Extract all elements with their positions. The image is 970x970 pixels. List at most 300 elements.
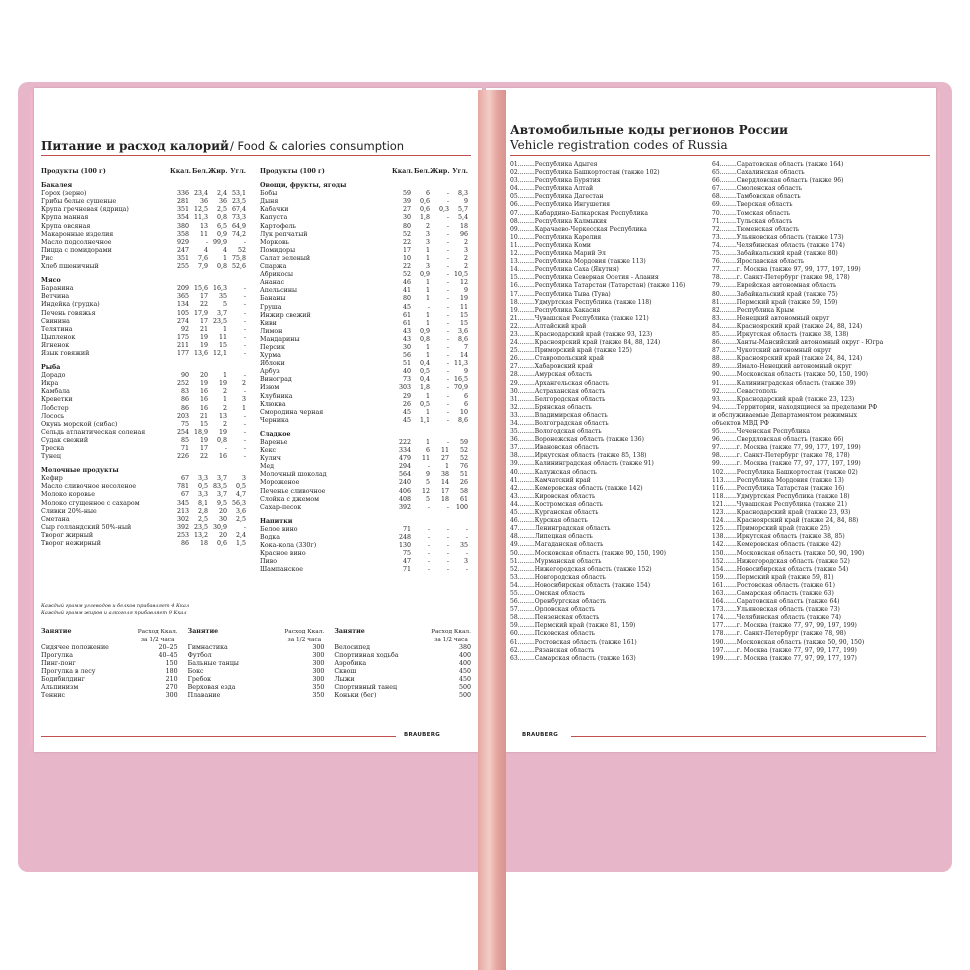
- region-code-item: 10.........Республика Карелия: [510, 233, 602, 241]
- food-value: -: [205, 238, 208, 246]
- table-row: [41, 532, 246, 540]
- table-row: [41, 206, 246, 214]
- food-value: -: [427, 566, 430, 574]
- food-name: Молочный шоколад: [260, 471, 327, 479]
- food-name: Лимон: [260, 327, 283, 335]
- food-value: 27: [402, 206, 411, 214]
- food-name: Арбуз: [260, 368, 280, 376]
- exercise-name: Бодибилдинг: [41, 676, 86, 683]
- region-code-item: 75.........Забайкальский край (также 80): [712, 250, 838, 258]
- food-name: Свинина: [41, 317, 70, 325]
- table-row: [41, 475, 246, 483]
- food-value: -: [446, 263, 449, 271]
- region-code-item: 21.........Чувашская Республика (также 121): [510, 314, 649, 322]
- food-value: 21: [199, 412, 208, 420]
- region-code-item: 65.........Сахалинская область: [712, 169, 805, 177]
- food-value: 392: [398, 503, 411, 511]
- food-value: 0,8: [216, 263, 227, 271]
- region-code-item: 78.........г. Санкт-Петербург (также 98, 178): [712, 274, 850, 282]
- food-name: Картофель: [260, 222, 297, 230]
- food-value: 17: [199, 445, 208, 452]
- food-value: -: [446, 408, 449, 416]
- food-value: 929: [176, 238, 189, 246]
- table-row: [260, 409, 468, 417]
- table-row: [260, 255, 468, 263]
- region-code-item: 95.........Чеченская Республика: [712, 428, 811, 436]
- food-value: 3,6: [235, 507, 246, 515]
- food-value: 11,3: [453, 360, 468, 368]
- food-value: -: [243, 285, 246, 293]
- food-value: 75: [180, 420, 189, 428]
- food-value: -: [446, 254, 449, 262]
- food-value: 100: [455, 503, 468, 511]
- food-sections-left: [41, 182, 246, 548]
- note: Каждый грамм жиров и алкоголя прибавляет 9 Ккал: [41, 610, 187, 616]
- food-value: 15,6: [193, 285, 208, 293]
- food-name: Салат зеленый: [260, 254, 311, 262]
- exercise-name: Спортивная ходьба: [334, 652, 399, 659]
- region-code-item: 98.........г. Санкт-Петербург (также 78, 178): [712, 452, 850, 460]
- exercise-header-name: Занятие: [41, 628, 72, 635]
- food-value: 75: [402, 550, 411, 558]
- food-name: Кабачки: [260, 206, 289, 214]
- food-name: Клюква: [260, 400, 286, 408]
- region-code-item: 82.........Республика Крым: [712, 306, 794, 314]
- region-code-item: 63.........Самарская область (также 163): [510, 654, 636, 662]
- region-code-item: 04.........Республика Алтай: [510, 185, 594, 193]
- table-row: [41, 293, 246, 301]
- food-value: 92: [180, 325, 189, 333]
- table-header: Продукты (100 г) Ккал. Бел. Жир. Угл.: [41, 168, 246, 175]
- region-code-item: 59.........Пермский край (также 81, 159): [510, 622, 636, 630]
- region-code-item: 18.........Удмуртская Республика (также 118): [510, 298, 652, 306]
- page-edge-left: [30, 92, 33, 746]
- food-name: Шампанское: [260, 566, 303, 574]
- table-row: [260, 463, 468, 471]
- food-value: 26: [459, 479, 468, 487]
- food-value: 52: [237, 246, 246, 254]
- table-row: [41, 676, 178, 684]
- food-name: Хлеб пшеничный: [41, 263, 99, 271]
- food-value: 2,5: [235, 515, 246, 523]
- food-value: 1: [425, 392, 430, 400]
- food-value: -: [446, 222, 449, 230]
- table-row: [41, 190, 246, 198]
- food-value: 3: [241, 475, 246, 483]
- food-value: 380: [176, 222, 189, 230]
- region-code-item: 113.......Республика Мордовия (также 13): [712, 476, 844, 484]
- section-heading: Овощи, фрукты, ягоды: [260, 182, 347, 190]
- region-code-item: 125.......Приморский край (также 25): [712, 525, 831, 533]
- food-value: 408: [398, 495, 411, 503]
- region-code-item: 07.........Кабардино-Балкарская Республика: [510, 209, 648, 217]
- region-code-item: 25.........Приморский край (также 125): [510, 347, 632, 355]
- table-row: [260, 471, 468, 479]
- table-row: [334, 676, 471, 684]
- exercise-name: Прогулка в лесу: [41, 668, 96, 675]
- food-value: 18: [440, 495, 449, 503]
- table-row: [260, 263, 468, 271]
- food-value: 18: [199, 540, 208, 548]
- food-value: -: [446, 368, 449, 376]
- table-row: [260, 504, 468, 512]
- section-heading: Мясо: [41, 277, 61, 285]
- region-code-item: 80.........Забайкальский край (также 75): [712, 290, 838, 298]
- food-value: 19: [218, 428, 227, 436]
- food-value: -: [446, 566, 449, 574]
- food-value: 43: [402, 335, 411, 343]
- exercise-value: 350: [312, 692, 325, 699]
- table-row: [260, 336, 468, 344]
- food-name: Икра: [41, 380, 59, 388]
- table-row: [260, 488, 468, 496]
- food-value: 61: [402, 319, 411, 327]
- bottom-rule: [41, 736, 396, 737]
- region-code-item: 44.........Костромская область: [510, 500, 603, 508]
- region-code-item: 24.........Красноярский край (также 84, 88, 124): [510, 339, 661, 347]
- food-value: 67: [180, 475, 189, 483]
- food-value: -: [446, 327, 449, 335]
- region-code-item: 70.........Томская область: [712, 209, 791, 217]
- food-value: 1: [425, 352, 430, 360]
- food-value: 15: [218, 341, 227, 349]
- food-value: 13: [218, 412, 227, 420]
- table-row: [260, 384, 468, 392]
- food-value: 2: [425, 222, 430, 230]
- food-value: -: [446, 335, 449, 343]
- exercise-value: 400: [458, 652, 472, 659]
- food-value: -: [446, 550, 449, 558]
- exercise-name: Гимнастика: [187, 644, 228, 651]
- food-value: 21: [199, 325, 208, 333]
- region-code-item: 47.........Ленинградская область: [510, 525, 611, 533]
- exercise-header-value: Расход Ккал. за 1/2 часа: [431, 629, 471, 643]
- region-code-item: 68.........Тамбовская область: [712, 193, 801, 201]
- region-code-item: 83.........Ненецкий автономный округ: [712, 314, 830, 322]
- table-row: [41, 350, 246, 358]
- food-value: 30: [402, 343, 411, 351]
- food-value: 23,5: [231, 198, 246, 206]
- food-value: 16: [218, 453, 227, 461]
- region-code-item: 77.........г. Москва (также 97, 99, 177, 197, 199): [712, 266, 861, 274]
- food-value: 9: [463, 287, 468, 295]
- food-value: -: [446, 198, 449, 206]
- table-row: [260, 558, 468, 566]
- region-code-item: 45.........Курганская область: [510, 509, 599, 517]
- food-value: 13,2: [193, 531, 208, 539]
- food-value: 2: [222, 388, 227, 396]
- food-value: 2,5: [197, 515, 208, 523]
- table-row: [260, 287, 468, 295]
- table-row: [41, 405, 246, 413]
- exercise-name: Сквош: [334, 668, 357, 675]
- region-code-item: 66.........Свердловская область (также 96): [712, 177, 844, 185]
- food-value: 2,5: [216, 206, 227, 214]
- region-code-item: 142.......Кемеровская область (также 42): [712, 541, 841, 549]
- food-value: 7: [463, 343, 468, 351]
- food-name: Макаронные изделия: [41, 230, 114, 238]
- exercise-value: 500: [458, 684, 472, 691]
- food-value: 73: [402, 376, 411, 384]
- exercise-header: [188, 628, 325, 644]
- food-value: 70,9: [453, 384, 468, 392]
- region-code-item: 72.........Тюменская область: [712, 225, 800, 233]
- food-name: Абрикосы: [260, 271, 294, 279]
- region-code-item: 84.........Красноярский край (также 24, 88, 124): [712, 322, 863, 330]
- food-value: 365: [176, 293, 189, 301]
- region-code-item: 42.........Кемеровская область (также 142): [510, 484, 643, 492]
- region-code-item: 174.......Челябинская область (также 74): [712, 614, 841, 622]
- region-code-item: 197.......г. Москва (также 77, 97, 99, 177, 199): [712, 646, 857, 654]
- exercise-table: [41, 628, 471, 700]
- food-name: Молоко коровье: [41, 491, 96, 499]
- region-code-item: 60.........Псковская область: [510, 630, 596, 638]
- food-value: -: [243, 453, 246, 461]
- food-name: Грибы белые сушеные: [41, 198, 117, 206]
- food-value: -: [243, 349, 246, 357]
- food-value: 1: [222, 372, 227, 380]
- food-name: Пицца с помидорами: [41, 246, 112, 254]
- food-name: Капуста: [260, 214, 288, 222]
- food-value: -: [465, 525, 468, 533]
- food-value: 8,3: [457, 190, 468, 198]
- region-code-item: 29.........Архангельская область: [510, 379, 609, 387]
- region-code-item: 19.........Республика Хакасия: [510, 306, 601, 314]
- exercise-name: Спортивный танец: [334, 684, 398, 691]
- region-code-item: 26.........Ставропольский край: [510, 355, 604, 363]
- food-value: 9,5: [216, 499, 227, 507]
- food-value: 45: [402, 416, 411, 424]
- table-row: [41, 692, 178, 700]
- exercise-name: Бальные танцы: [187, 660, 239, 667]
- region-code-item: 34.........Волгоградская область: [510, 420, 609, 427]
- region-code-item: 86.........Ханты-Мансийский автономный округ - Югра: [712, 339, 884, 347]
- food-value: 2,8: [197, 507, 208, 515]
- exercise-value: 20–25: [158, 644, 178, 651]
- food-value: 252: [176, 380, 189, 388]
- food-value: 345: [176, 499, 189, 507]
- table-row: [260, 401, 468, 409]
- region-code-item: 73.........Ульяновская область (также 173): [712, 233, 844, 241]
- exercise-column: [334, 628, 471, 700]
- table-row: [41, 342, 246, 350]
- food-value: -: [427, 303, 430, 311]
- table-row: [334, 684, 471, 692]
- food-name: Бананы: [260, 295, 286, 303]
- exercise-header-value: Расход Ккал. за 1/2 часа: [284, 629, 325, 643]
- food-name: Варенье: [260, 439, 288, 446]
- food-value: 4: [203, 246, 208, 254]
- food-name: Творог жирный: [41, 531, 94, 539]
- food-value: 0,6: [419, 198, 430, 206]
- exercise-value: 300: [312, 652, 325, 659]
- food-value: 274: [176, 317, 189, 325]
- region-code-item: 96.........Свердловская область (также 66): [712, 436, 844, 444]
- food-value: 0,4: [419, 360, 430, 368]
- table-row: [41, 318, 246, 326]
- food-name: Хурма: [260, 352, 281, 360]
- region-code-item: 43.........Кировская область: [510, 492, 596, 500]
- food-value: -: [446, 360, 449, 368]
- food-value: 86: [180, 396, 189, 404]
- region-code-item: 17.........Республика Тыва (Тува): [510, 290, 611, 298]
- food-value: 36: [199, 198, 208, 206]
- title-rule: [41, 155, 471, 156]
- table-row: [41, 483, 246, 491]
- food-value: -: [243, 420, 246, 428]
- food-value: -: [446, 534, 449, 542]
- food-value: 16,3: [212, 285, 227, 293]
- food-value: 255: [176, 263, 189, 271]
- food-value: 0,6: [216, 540, 227, 548]
- food-value: -: [243, 325, 246, 333]
- exercise-name: Сидячее положение: [41, 644, 109, 651]
- food-value: 52: [459, 455, 468, 463]
- region-codes-column-2: [712, 161, 937, 663]
- food-value: 8,6: [457, 416, 468, 424]
- food-value: -: [243, 309, 246, 317]
- food-name: Ягненок: [41, 341, 70, 349]
- food-value: 12: [459, 279, 468, 287]
- calorie-notes: [41, 603, 189, 617]
- region-code-item: 31.........Белгородская область: [510, 395, 606, 403]
- food-value: 43: [402, 327, 411, 335]
- food-value: 2: [222, 420, 227, 428]
- food-value: 12,5: [193, 206, 208, 214]
- food-value: 7,9: [197, 263, 208, 271]
- food-value: -: [243, 333, 246, 341]
- table-row: [41, 540, 246, 548]
- region-code-item: 92.........Севастополь: [712, 387, 777, 395]
- food-value: 3: [425, 263, 430, 271]
- food-value: 18,9: [193, 428, 208, 436]
- table-row: [260, 455, 468, 463]
- food-value: 0,5: [419, 400, 430, 408]
- table-row: [260, 304, 468, 312]
- food-value: 5,4: [457, 214, 468, 222]
- table-row: [188, 676, 325, 684]
- food-value: 2,4: [216, 190, 227, 198]
- region-code-item: объектов МВД РФ: [712, 420, 769, 427]
- food-value: -: [446, 542, 449, 550]
- exercise-value: 500: [458, 692, 472, 699]
- food-name: Сливки 20%-ные: [41, 507, 97, 515]
- food-name: Виноград: [260, 376, 292, 384]
- food-name: Сметана: [41, 515, 70, 523]
- exercise-header-name: Занятие: [187, 628, 219, 635]
- food-name: Мороженое: [260, 479, 300, 487]
- region-code-item: 161.......Ростовская область (также 61): [712, 581, 835, 589]
- table-row: [334, 660, 471, 668]
- food-name: Масло сливочное несоленое: [41, 483, 137, 491]
- food-name: Сахар-песок: [260, 503, 302, 511]
- food-name: Морковь: [260, 238, 289, 246]
- food-value: 56,3: [231, 499, 246, 507]
- exercise-name: Футбол: [187, 652, 212, 659]
- food-value: 11: [421, 455, 430, 463]
- section-heading: Молочные продукты: [41, 467, 119, 475]
- table-row: [41, 508, 246, 516]
- food-value: 86: [180, 404, 189, 412]
- table-row: [188, 684, 325, 692]
- exercise-name: Велосипед: [334, 644, 371, 651]
- food-value: 39: [402, 198, 411, 206]
- table-row: [41, 668, 178, 676]
- region-code-item: 97.........г. Москва (также 77, 99, 177, 197, 199): [712, 444, 861, 452]
- region-code-item: 177.......г. Москва (также 77, 97, 99, 197, 199): [712, 622, 857, 630]
- food-value: 1,8: [419, 384, 430, 392]
- table-row: [41, 660, 178, 668]
- food-value: -: [446, 303, 449, 311]
- food-value: 59: [459, 439, 468, 446]
- section-heading: Напитки: [260, 517, 293, 525]
- food-value: 253: [176, 531, 189, 539]
- exercise-header: [334, 628, 471, 644]
- region-codes-column-1: [510, 161, 710, 663]
- page-title: Автомобильные коды регионов России: [510, 123, 789, 137]
- food-value: -: [465, 566, 468, 574]
- food-value: -: [446, 230, 449, 238]
- table-row: [41, 652, 178, 660]
- table-row: [260, 566, 468, 574]
- food-value: 3: [425, 230, 430, 238]
- food-value: -: [243, 301, 246, 309]
- region-code-item: 91.........Калининградская область (также 39): [712, 379, 856, 387]
- food-value: 6: [425, 190, 430, 198]
- food-value: -: [446, 376, 449, 384]
- table-row: [41, 301, 246, 309]
- exercise-value: 270: [165, 684, 178, 691]
- food-value: 16,5: [453, 376, 468, 384]
- table-row: [334, 692, 471, 700]
- food-value: -: [427, 558, 430, 566]
- food-value: 351: [176, 254, 189, 262]
- food-value: 0,8: [419, 335, 430, 343]
- food-value: 29: [402, 392, 411, 400]
- food-value: 2,4: [235, 531, 246, 539]
- food-value: 12: [421, 487, 430, 495]
- food-value: -: [427, 525, 430, 533]
- region-code-item: 38.........Иркутская область (также 85, 138): [510, 452, 647, 460]
- food-value: 222: [398, 439, 411, 446]
- food-value: 20: [218, 507, 227, 515]
- table-row: [260, 328, 468, 336]
- food-value: 0,9: [216, 230, 227, 238]
- region-code-item: 28.........Амурская область: [510, 371, 593, 379]
- exercise-name: Верховая езда: [187, 684, 236, 691]
- food-value: -: [224, 445, 227, 452]
- exercise-header: [41, 628, 178, 644]
- table-row: [260, 542, 468, 550]
- table-row: [260, 206, 468, 214]
- food-name: Дорадо: [41, 372, 66, 380]
- food-value: 564: [398, 471, 411, 479]
- food-value: 11,3: [193, 214, 208, 222]
- region-code-item: 35.........Вологодская область: [510, 428, 602, 436]
- food-value: 67: [180, 491, 189, 499]
- table-row: [260, 534, 468, 542]
- table-row: [41, 453, 246, 461]
- food-value: 254: [176, 428, 189, 436]
- food-value: 1: [425, 439, 430, 446]
- region-code-item: 36.........Воронежская область (также 136): [510, 436, 644, 444]
- food-name: Белое вино: [260, 525, 298, 533]
- region-code-item: 93.........Краснодарский край (также 23, 123): [712, 395, 855, 403]
- food-name: Кефир: [41, 475, 63, 483]
- food-name: Печень говяжья: [41, 309, 96, 317]
- region-code-item: 58.........Пензенская область: [510, 614, 600, 622]
- region-code-item: 02.........Республика Башкортостан (также 102): [510, 169, 660, 177]
